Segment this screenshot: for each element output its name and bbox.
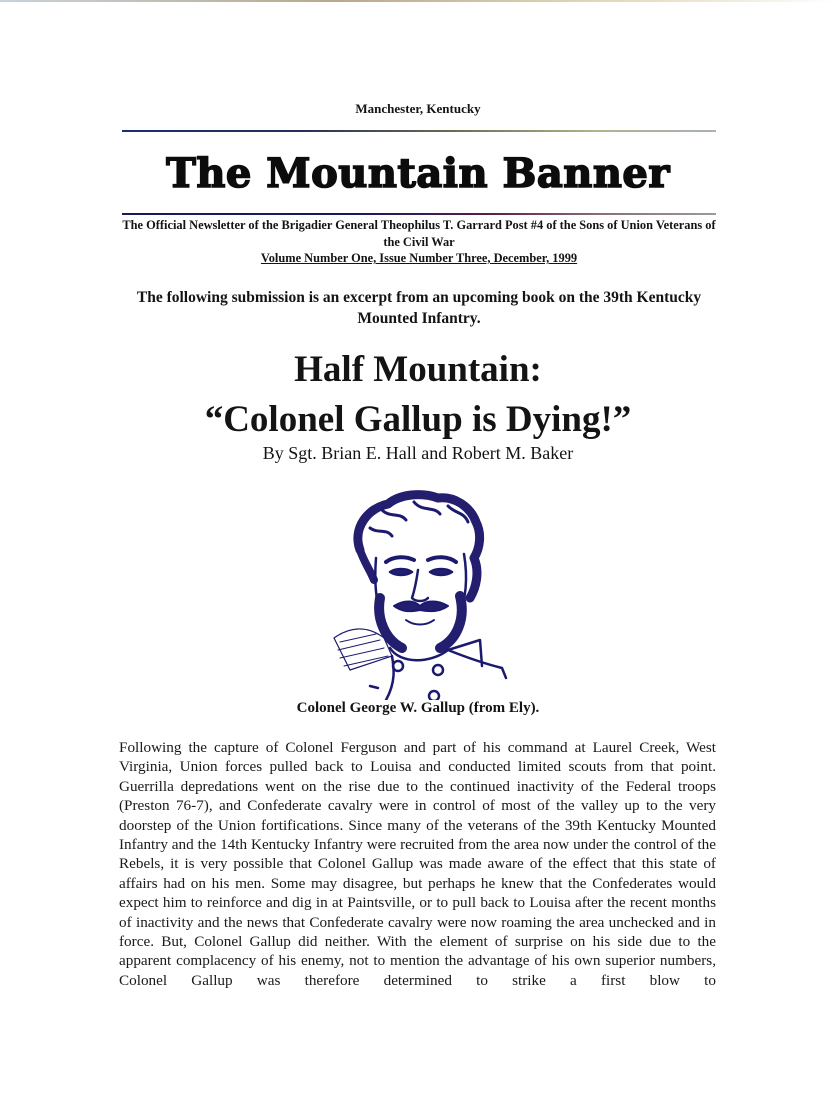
newsletter-subtitle bbox=[122, 217, 716, 267]
masthead-divider bbox=[122, 213, 716, 215]
location-line: Manchester, Kentucky bbox=[355, 101, 481, 116]
article-byline: By Sgt. Brian E. Hall and Robert M. Baker bbox=[262, 443, 574, 463]
subtitle-description: The Official Newsletter of the Brigadier General Theophilus T. Garrard Post #4 of the Sons of Union Veterans of the Civil War bbox=[122, 218, 716, 249]
headline-line-1: Half Mountain: bbox=[294, 349, 542, 390]
top-divider bbox=[122, 130, 716, 132]
article-headline bbox=[0, 345, 836, 445]
image-caption: Colonel George W. Gallup (from Ely). bbox=[296, 700, 540, 716]
issue-line: Volume Number One, Issue Number Three, December, 1999 bbox=[260, 251, 578, 265]
article-intro: The following submission is an excerpt from an upcoming book on the 39th Kentucky Mounted Infantry. bbox=[136, 289, 702, 327]
article-body: Following the capture of Colonel Ferguson and part of his command at Laurel Creek, West Virginia, Union forces pulled back to Louisa and conducted limited scouts from that point. Guerrilla depredations went on the rise due to the continued inactivity of the Federal troops (Preston 76-7), and Confederate cavalry were in control of most of the valley up to the very doorstep of the Union fortifications. Since many of the veterans of the 39th Kentucky Mounted Infantry and the 14th Kentucky Infantry were recruited from the area now under the control of the Rebels, it is very possible that Colonel Gallup was made aware of the effect that this state of affairs had on his men. Some may disagree, but perhaps he knew that the Confederates would expect him to reinforce and dig in at Paintsville, or to pull back to Louisa after the recent months of inactivity and the news that Confederate cavalry were now roaming the area unchecked and in force. But, Colonel Gallup did neither. With the element of surprise on his side due to the apparent complacency of his enemy, not to mention the advantage of his own superior numbers, Colonel Gallup was therefore determined to strike a first blow to bbox=[119, 739, 716, 989]
masthead-title: The Mountain Banner bbox=[166, 150, 670, 197]
portrait-illustration-icon bbox=[330, 488, 520, 700]
headline-line-2: “Colonel Gallup is Dying!” bbox=[204, 399, 632, 440]
